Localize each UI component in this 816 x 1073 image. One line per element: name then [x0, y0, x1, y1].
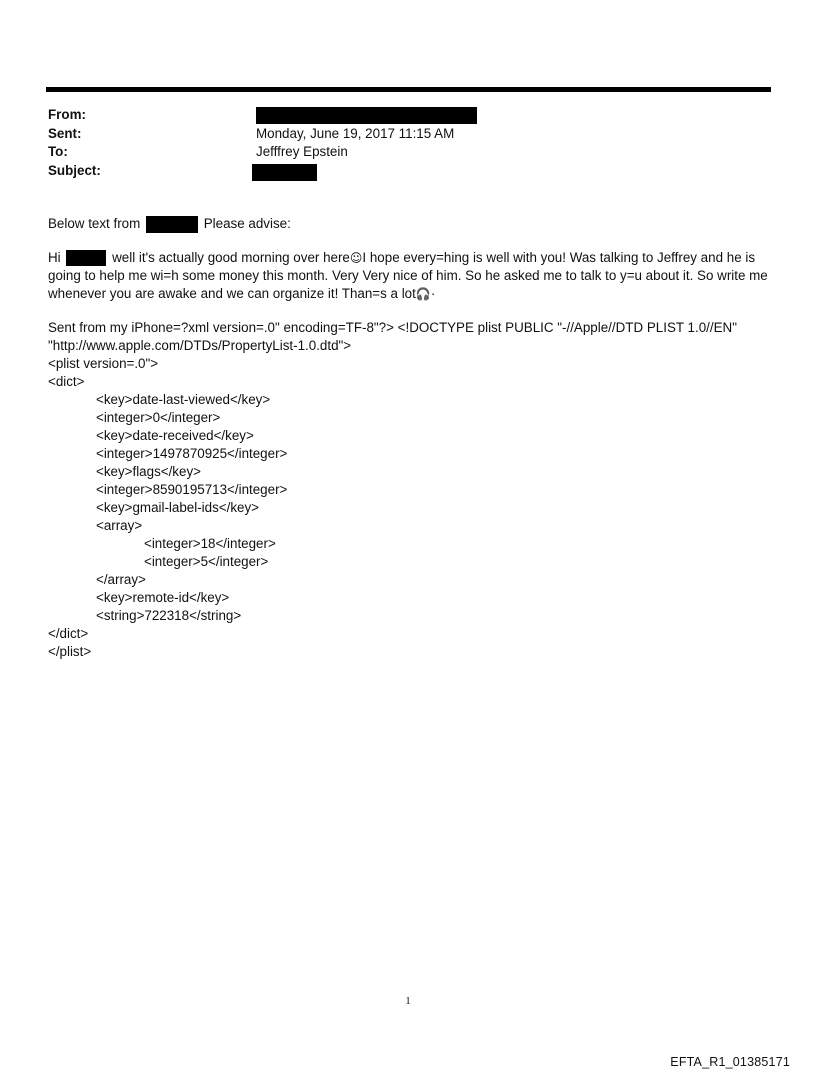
intro-advise-text: Please advise:: [203, 216, 291, 231]
subject-row: [48, 162, 768, 181]
to-value: Jefffrey Epstein: [256, 144, 348, 159]
plist-line: <array>: [96, 518, 143, 533]
plist-line: <integer>5</integer>: [144, 554, 269, 569]
header-divider: [46, 87, 771, 92]
plist-line: <plist version=.0">: [48, 356, 159, 371]
plist-line: </plist>: [48, 644, 92, 659]
redaction-box: [256, 107, 477, 124]
sent-label: Sent:: [48, 125, 82, 141]
message-text-part1: well it's actually good morning over here: [112, 250, 350, 265]
plist-line: <integer>18</integer>: [144, 536, 276, 551]
plist-line: <integer>0</integer>: [96, 410, 221, 425]
intro-text: Below text from: [48, 216, 141, 231]
plist-line: </array>: [96, 572, 146, 587]
sent-row: [48, 125, 768, 144]
message-text-part2: I hope every=hing is well with you! Was talking to Jeffrey and he is going to help me wi=h some money this month. Very Very nice of him. So he asked me to talk to y=u about it. So write me whenever you are awake and we can organize it! Than=s a lot: [48, 250, 768, 301]
plist-line: <key>date-last-viewed</key>: [96, 392, 271, 407]
plist-line: </dict>: [48, 626, 89, 641]
plist-line: <dict>: [48, 374, 85, 389]
dtd-url-line: "http://www.apple.com/DTDs/PropertyList-1.0.dtd">: [48, 338, 352, 353]
plist-block: [48, 355, 773, 661]
plist-line: <integer>1497870925</integer>: [96, 446, 288, 461]
to-row: [48, 143, 768, 162]
headphones-icon: 🎧: [415, 287, 431, 301]
redaction-box: [146, 216, 198, 233]
sent-value: Monday, June 19, 2017 11:15 AM: [256, 125, 455, 141]
plist-line: <key>gmail-label-ids</key>: [96, 500, 260, 515]
intro-line: [48, 215, 773, 233]
from-row: [48, 106, 768, 125]
bates-number: EFTA_R1_01385171: [670, 1055, 790, 1069]
smiley-icon: ☺: [349, 251, 363, 265]
to-label: To:: [48, 144, 68, 159]
plist-line: <key>date-received</key>: [96, 428, 254, 443]
email-body: [48, 215, 773, 661]
plist-line: <integer>8590195713</integer>: [96, 482, 288, 497]
plist-line: <key>flags</key>: [96, 464, 201, 479]
message-paragraph: [48, 249, 773, 303]
message-greeting: Hi: [48, 250, 61, 265]
signature-line: Sent from my iPhone=?xml version=.0" encoding=TF-8"?> <!DOCTYPE plist PUBLIC "-//Apple//DTD PLIST 1.0//EN": [48, 320, 737, 335]
page-number: 1: [405, 995, 411, 1007]
redaction-box: [252, 164, 317, 181]
plist-line: <key>remote-id</key>: [96, 590, 230, 605]
email-header: [48, 106, 768, 180]
subject-label: Subject:: [48, 162, 101, 178]
redaction-box: [66, 250, 106, 266]
message-end-mark: ·: [430, 286, 436, 301]
plist-line: <string>722318</string>: [96, 608, 242, 623]
from-label: From:: [48, 107, 86, 122]
